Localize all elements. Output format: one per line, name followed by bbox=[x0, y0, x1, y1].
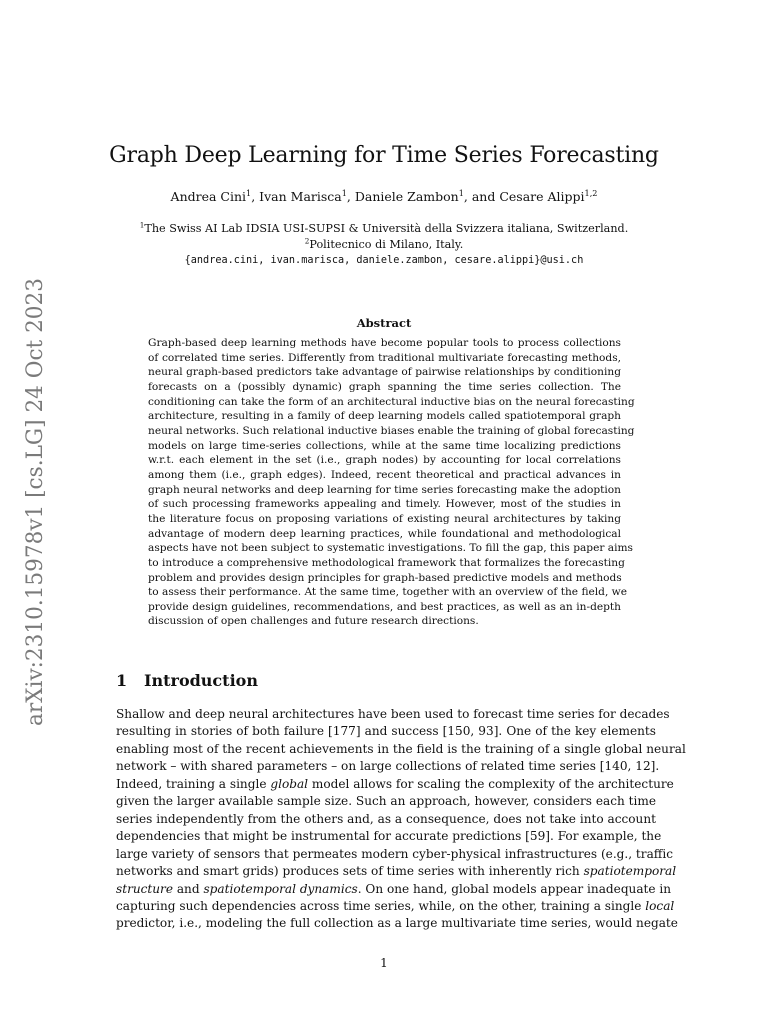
text-run: capturing such dependencies across time series, while, on the other, training a single bbox=[116, 898, 646, 913]
text-run: . On one hand, global models appear inadequate in bbox=[357, 881, 672, 896]
affiliation-1 bbox=[0, 222, 768, 235]
text-run: resulting in stories of both failure [177] and success [150, 93]. One of the key elements bbox=[116, 724, 656, 739]
section-number: 1 bbox=[116, 671, 128, 690]
arxiv-identifier-stamp bbox=[18, 276, 50, 728]
abstract-line: of such processing frameworks appealing and timely. However, most of the studies in bbox=[148, 498, 621, 511]
introduction-body bbox=[116, 706, 686, 933]
introduction-line bbox=[116, 846, 674, 863]
abstract-line: discussion of open challenges and future research directions. bbox=[148, 615, 479, 628]
text-run: networks and smart grids) produces sets of time series with inherently rich bbox=[116, 864, 584, 879]
abstract-line: models on large time-series collections, while at the same time localizing predictions bbox=[148, 439, 621, 452]
author-separator: , and bbox=[463, 189, 500, 204]
author-affiliation-mark: 1,2 bbox=[584, 187, 598, 198]
text-run: Shallow and deep neural architectures have been used to forecast time series for decades bbox=[116, 707, 670, 721]
author-emails: {andrea.cini, ivan.marisca, daniele.zambon, cesare.alippi}@usi.ch bbox=[184, 255, 584, 266]
abstract-line: among them (i.e., graph edges). Indeed, recent theoretical and practical advances in bbox=[148, 468, 621, 481]
abstract-line: architecture, resulting in a family of deep learning models called spatiotemporal graph bbox=[148, 410, 621, 423]
abstract-line: neural graph-based predictors take advantage of pairwise relationships by conditioning bbox=[148, 366, 621, 379]
author-name: Cesare Alippi bbox=[499, 189, 585, 204]
text-run: network – with shared parameters – on large collections of related time series [140, 12]. bbox=[116, 759, 660, 774]
text-run: series independently from the others and, as a consequence, does not take into account bbox=[116, 811, 656, 826]
emphasized-text: local bbox=[645, 898, 675, 913]
emphasized-text: spatiotemporal bbox=[583, 864, 677, 879]
text-run: predictor, i.e., modeling the full collection as a large multivariate time series, would negate bbox=[116, 916, 678, 931]
author-affiliation-mark: 1 bbox=[458, 187, 464, 198]
author-list bbox=[0, 189, 768, 204]
page-number: 1 bbox=[380, 956, 388, 970]
abstract-body bbox=[148, 336, 635, 629]
emphasized-text: spatiotemporal dynamics bbox=[203, 881, 358, 896]
emphasized-text: global bbox=[270, 776, 309, 791]
introduction-line bbox=[116, 863, 677, 880]
introduction-line bbox=[116, 723, 656, 740]
abstract-line: the literature focus on proposing variations of existing neural architectures by taking bbox=[148, 512, 621, 525]
affiliation-mark: 1 bbox=[139, 220, 145, 230]
text-run: dependencies that might be instrumental for accurate predictions [59]. For example, the bbox=[116, 829, 662, 844]
arxiv-identifier-text: arXiv:2310.15978v1 [cs.LG] 24 Oct 2023 bbox=[23, 276, 48, 726]
author-affiliation-mark: 1 bbox=[246, 187, 252, 198]
abstract-line: provide design guidelines, recommendations, and best practices, as well as an in-depth bbox=[148, 600, 621, 613]
abstract-line: to assess their performance. At the same time, together with an overview of the field, we bbox=[148, 586, 628, 599]
affiliation-text: Politecnico di Milano, Italy. bbox=[309, 238, 464, 251]
affiliation-mark: 2 bbox=[304, 236, 310, 246]
introduction-line bbox=[116, 776, 674, 793]
introduction-line bbox=[116, 706, 670, 723]
author-name: Ivan Marisca bbox=[259, 189, 342, 204]
text-run: model allows for scaling the complexity of the architecture bbox=[308, 776, 674, 791]
author-separator: , bbox=[251, 189, 260, 204]
abstract-line: of correlated time series. Differently from traditional multivariate forecasting methods, bbox=[148, 351, 621, 364]
introduction-line bbox=[116, 811, 656, 828]
text-run: and bbox=[173, 881, 204, 896]
section-title: Introduction bbox=[144, 671, 258, 690]
text-run: given the larger available sample size. Such an approach, however, considers each time bbox=[116, 794, 656, 809]
emphasized-text: structure bbox=[116, 881, 173, 896]
author-name: Daniele Zambon bbox=[354, 189, 459, 204]
introduction-line bbox=[116, 828, 662, 845]
abstract-line: problem and provides design principles for graph-based predictive models and methods bbox=[148, 571, 622, 584]
introduction-line bbox=[116, 741, 686, 758]
introduction-line bbox=[116, 881, 672, 898]
paper-title: Graph Deep Learning for Time Series Forecasting bbox=[109, 143, 659, 168]
author-affiliation-mark: 1 bbox=[341, 187, 347, 198]
text-run: large variety of sensors that permeates modern cyber-physical infrastructures (e.g., traffic bbox=[116, 846, 674, 861]
author-separator: , bbox=[346, 189, 355, 204]
introduction-line bbox=[116, 758, 660, 775]
abstract-line: conditioning can take the form of an architectural inductive bias on the neural forecasting bbox=[148, 395, 635, 408]
abstract-line: neural networks. Such relational inductive biases enable the training of global forecasting bbox=[148, 424, 635, 437]
affiliation-text: The Swiss AI Lab IDSIA USI-SUPSI & Università della Svizzera italiana, Switzerland. bbox=[144, 222, 629, 235]
abstract-line: aspects have not been subject to systematic investigations. To fill the gap, this paper aims bbox=[148, 542, 633, 555]
abstract-line: w.r.t. each element in the set (i.e., graph nodes) by accounting for local correlations bbox=[148, 454, 621, 467]
abstract-heading: Abstract bbox=[356, 316, 412, 330]
text-run: enabling most of the recent achievements in the field is the training of a single global neural bbox=[116, 741, 686, 756]
abstract-line: advantage of modern deep learning practices, while foundational and methodological bbox=[148, 527, 621, 540]
text-run: Indeed, training a single bbox=[116, 776, 271, 791]
section-heading bbox=[116, 671, 258, 690]
introduction-line bbox=[116, 898, 675, 915]
author-name: Andrea Cini bbox=[170, 189, 247, 204]
affiliation-2 bbox=[0, 238, 768, 251]
introduction-line bbox=[116, 915, 678, 932]
abstract-line: forecasts on a (possibly dynamic) graph spanning the time series collection. The bbox=[148, 380, 621, 393]
abstract-line: to introduce a comprehensive methodological framework that formalizes the forecasting bbox=[148, 556, 625, 569]
introduction-line bbox=[116, 793, 656, 810]
abstract-line: Graph-based deep learning methods have become popular tools to process collections bbox=[148, 337, 621, 349]
abstract-line: graph neural networks and deep learning for time series forecasting make the adoption bbox=[148, 483, 621, 496]
